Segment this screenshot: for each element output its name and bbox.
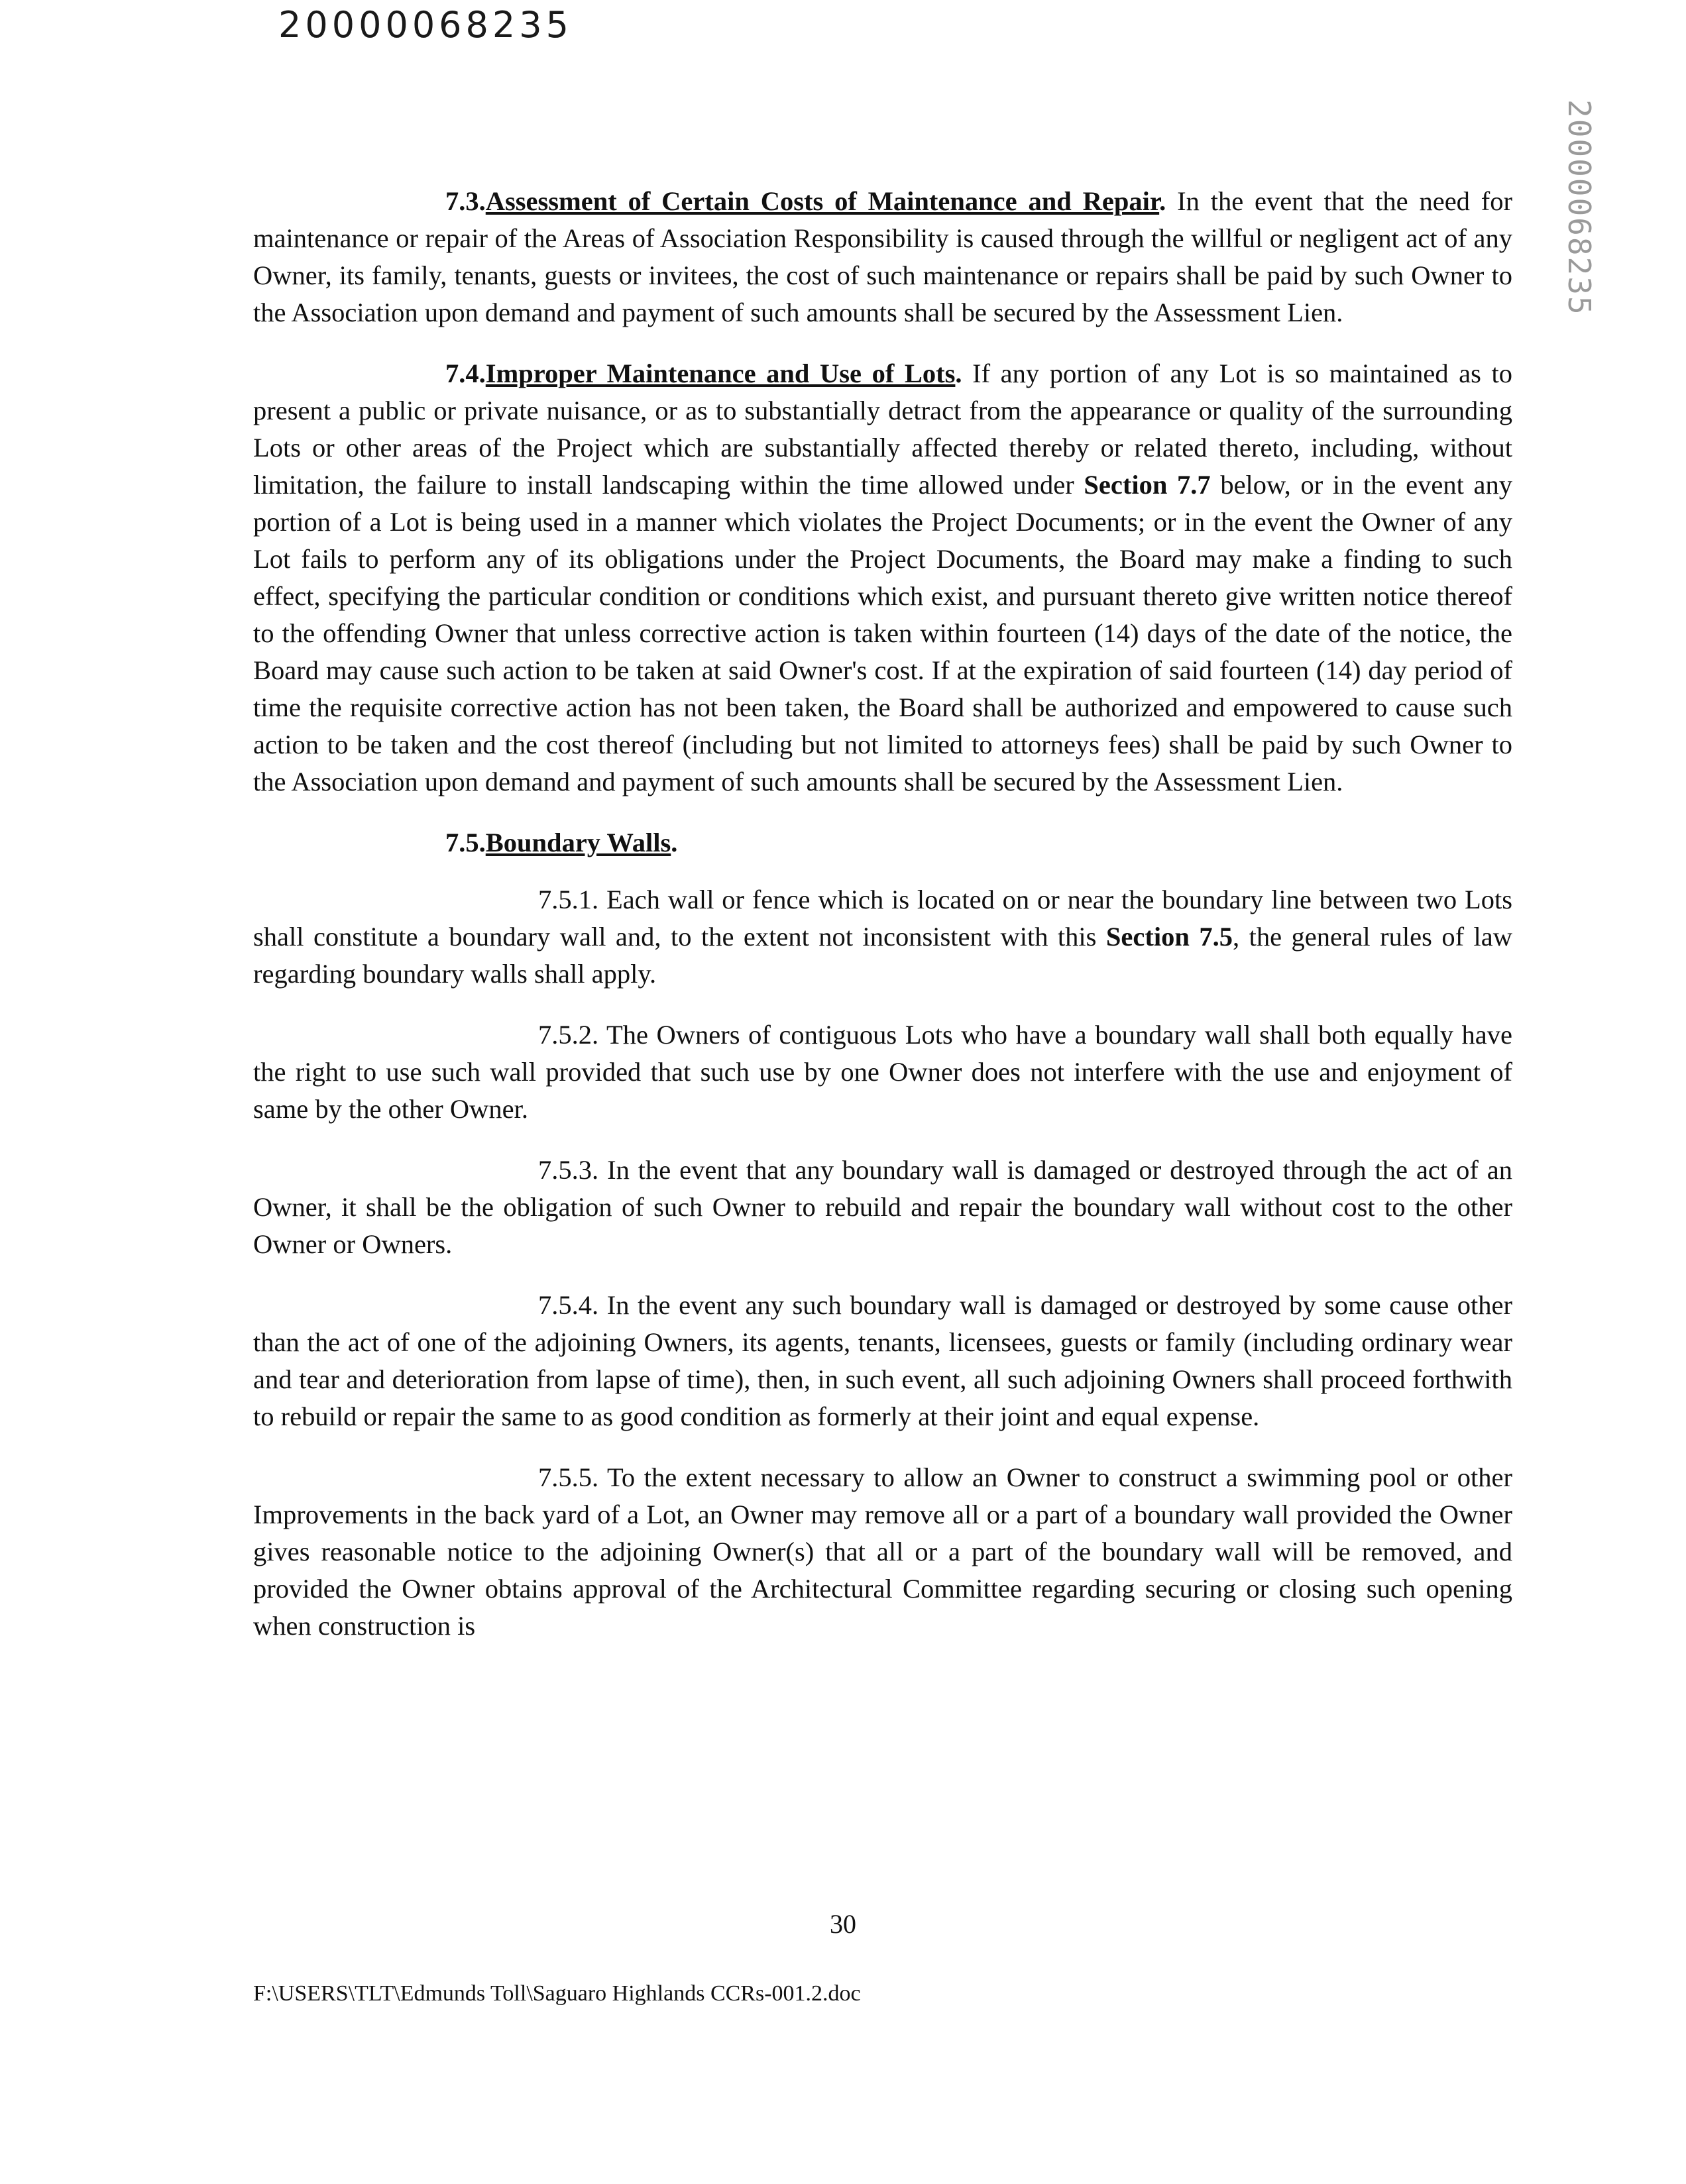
subsection-body: To the extent necessary to allow an Owner to construct a swimming pool or other Improvements in the back yard of a Lot, an Owner may remove all or a part of a boundary wall provided the Owner gives reasonable notice to the adjoining Owner(s) that all or a part of the boundary wall will be removed, and provided the Owner obtains approval of the Architectural Committee regarding securing or closing such opening when construction is bbox=[253, 1462, 1512, 1641]
section-number: 7.3. bbox=[445, 186, 486, 216]
section-heading: Assessment of Certain Costs of Maintenance and Repair bbox=[485, 186, 1160, 216]
subsection-body: In the event any such boundary wall is damaged or destroyed by some cause other than the act of one of the adjoining Owners, its agents, tenants, licensees, guests or family (including ordinary wear and tear and deterioration from lapse of time), then, in such event, all such adjoining Owners shall proceed forthwith to rebuild or repair the same to as good condition as formerly at their joint and equal expense. bbox=[253, 1290, 1512, 1431]
section-7-5-5 bbox=[253, 1459, 1512, 1645]
document-number-stamp: 20000068235 bbox=[278, 4, 573, 46]
section-7-5-1 bbox=[253, 881, 1512, 993]
section-body: If any portion of any Lot is so maintained as to present a public or private nuisance, or as to substantially detract from the appearance or quality of the surrounding Lots or other areas of the Project which are substantially affected thereby or related thereto, including, without limitation, the failure to install landscaping within the time allowed under bbox=[253, 358, 1512, 500]
section-7-4 bbox=[253, 355, 1512, 800]
subsection-number: 7.5.3. bbox=[538, 1155, 599, 1185]
section-body: below, or in the event any portion of a Lot is being used in a manner which violates the Project Documents; or in the event the Owner of any Lot fails to perform any of its obligations under the Project Documents, the Board may make a finding to such effect, specifying the particular condition or conditions which exist, and pursuant thereto give written notice thereof to the offending Owner that unless corrective action is taken within fourteen (14) days of the date of the notice, the Board may cause such action to be taken at said Owner's cost. If at the expiration of said fourteen (14) day period of time the requisite corrective action has not been taken, the Board shall be authorized and empowered to cause such action to be taken and the cost thereof (including but not limited to attorneys fees) shall be paid by such Owner to the Association upon demand and payment of such amounts shall be secured by the Assessment Lien. bbox=[253, 470, 1512, 796]
subsection-number: 7.5.5. bbox=[538, 1462, 599, 1492]
subsection-number: 7.5.4. bbox=[538, 1290, 599, 1320]
subsection-number: 7.5.1. bbox=[538, 885, 599, 914]
section-7-5-3 bbox=[253, 1152, 1512, 1263]
subsection-body: In the event that any boundary wall is damaged or destroyed through the act of an Owner, it shall be the obligation of such Owner to rebuild and repair the boundary wall without cost to the other Owner or Owners. bbox=[253, 1155, 1513, 1259]
subsection-body: Each wall or fence which is located on or near the boundary line between two Lots shall constitute a boundary wall and, to the extent not inconsistent with this bbox=[253, 885, 1512, 952]
heading-punctuation: . bbox=[1159, 186, 1166, 216]
section-body: In the event that the need for maintenance or repair of the Areas of Association Responsibility is caused through the willful or negligent act of any Owner, its family, tenants, guests or invitees, the cost of such maintenance or repairs shall be paid by such Owner to the Association upon demand and payment of such amounts shall be secured by the Assessment Lien. bbox=[253, 186, 1513, 327]
section-7-5-4 bbox=[253, 1287, 1512, 1435]
section-reference: Section 7.7 bbox=[1084, 470, 1211, 500]
section-reference: Section 7.5 bbox=[1105, 922, 1233, 952]
section-7-5-2 bbox=[253, 1016, 1512, 1128]
subsection-number: 7.5.2. bbox=[538, 1020, 599, 1050]
section-7-5 bbox=[253, 824, 1512, 861]
section-number: 7.4. bbox=[445, 358, 486, 388]
section-heading: Improper Maintenance and Use of Lots bbox=[485, 358, 956, 388]
heading-punctuation: . bbox=[671, 828, 678, 857]
section-number: 7.5. bbox=[445, 828, 486, 857]
file-path-footer: F:\USERS\TLT\Edmunds Toll\Saguaro Highlands CCRs-001.2.doc bbox=[253, 1981, 861, 2006]
page-number: 30 bbox=[830, 1909, 856, 1939]
subsection-body: , the general rules of law regarding boundary walls shall apply. bbox=[253, 922, 1512, 989]
heading-punctuation: . bbox=[955, 358, 962, 388]
section-7-3 bbox=[253, 183, 1512, 331]
section-heading: Boundary Walls bbox=[485, 828, 671, 857]
side-document-stamp: 20000068235 bbox=[1561, 99, 1597, 316]
document-body bbox=[253, 183, 1512, 1668]
subsection-body: The Owners of contiguous Lots who have a boundary wall shall both equally have the right to use such wall provided that such use by one Owner does not interfere with the use and enjoyment of same by the other Owner. bbox=[253, 1020, 1512, 1124]
